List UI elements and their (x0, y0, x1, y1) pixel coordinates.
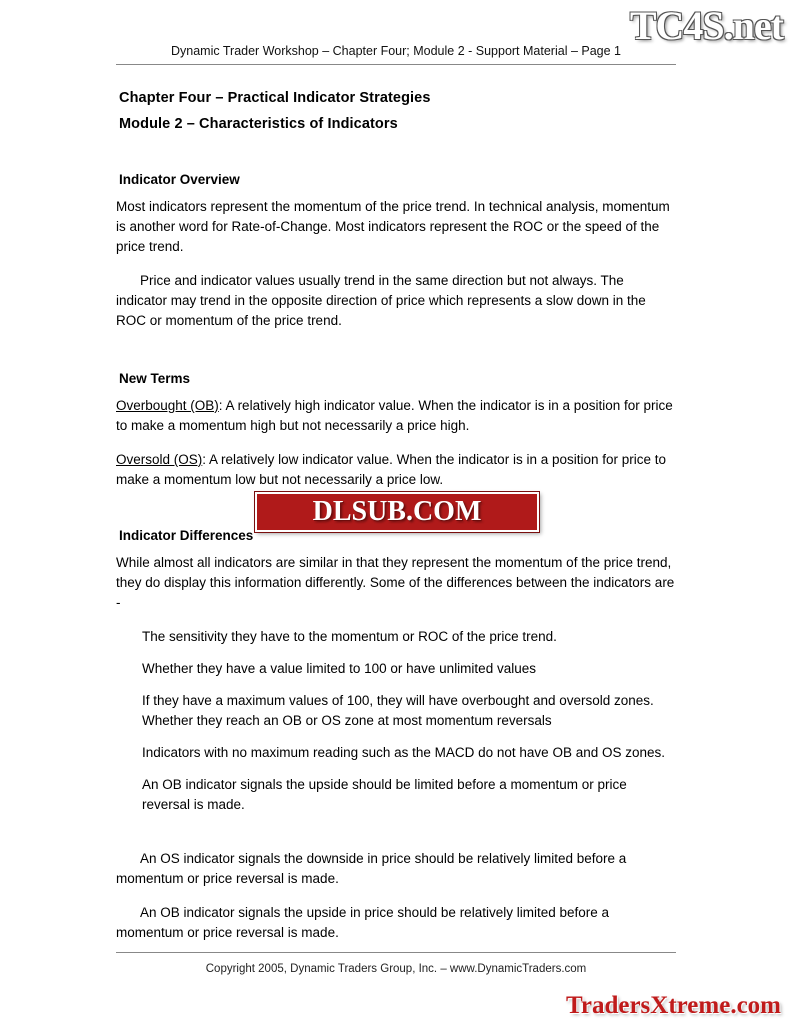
module-title: Module 2 – Characteristics of Indicators (119, 116, 398, 132)
list-item: The sensitivity they have to the momentum or ROC of the price trend. (142, 629, 557, 644)
paragraph-ob-signal: An OB indicator signals the upside in price should be relatively limited before a momentum or price reversal is made. (116, 905, 610, 940)
list-item: Indicators with no maximum reading such as the MACD do not have OB and OS zones. (142, 745, 666, 760)
paragraph-differences-intro: While almost all indicators are similar in that they represent the momentum of the price trend, they do display this information differently. Some of the differences between the indicators are - (116, 555, 675, 610)
paragraph-overview-2: Price and indicator values usually trend in the same direction but not always. The indicator may trend in the opposite direction of price which represents a slow down in the ROC or momentum of the price trend. (116, 273, 646, 328)
watermark-tradersxtreme: TradersXtreme.com (566, 992, 781, 1019)
differences-list (116, 627, 676, 815)
heading-indicator-differences: Indicator Differences (119, 528, 254, 543)
watermark-dlsub-text: DLSUB.COM (312, 496, 482, 527)
paragraph-os-signal: An OS indicator signals the downside in price should be relatively limited before a momentum or price reversal is made. (116, 851, 627, 886)
term-oversold-text: : A relatively low indicator value. When the indicator is in a position for price to make a momentum low but not necessarily a price low. (116, 452, 667, 487)
footer-copyright: Copyright 2005, Dynamic Traders Group, Inc. – www.DynamicTraders.com (205, 963, 587, 975)
heading-new-terms: New Terms (119, 371, 191, 386)
paragraph-overview-1: Most indicators represent the momentum of the price trend. In technical analysis, momentum is another word for Rate-of-Change. Most indicators represent the ROC or the speed of the price trend. (116, 199, 670, 254)
term-oversold-label: Oversold (OS) (116, 452, 203, 467)
chapter-title: Chapter Four – Practical Indicator Strategies (119, 90, 431, 106)
list-item: If they have a maximum values of 100, they will have overbought and oversold zones. Whether they reach an OB or OS zone at most momentum reversals (142, 693, 654, 728)
watermark-dlsub-badge (255, 492, 539, 532)
running-header: Dynamic Trader Workshop – Chapter Four; Module 2 - Support Material – Page 1 (171, 44, 621, 58)
footer-divider (116, 952, 676, 953)
term-oversold (116, 450, 676, 490)
list-item: An OB indicator signals the upside should be limited before a momentum or price reversal is made. (142, 777, 627, 812)
spacer (116, 827, 676, 849)
term-overbought (116, 396, 676, 436)
term-overbought-label: Overbought (OB) (116, 398, 219, 413)
watermark-tc4s: TC4S.net (629, 3, 783, 48)
list-item: Whether they have a value limited to 100 or have unlimited values (142, 661, 536, 676)
header-divider (116, 64, 676, 65)
term-overbought-text: : A relatively high indicator value. When the indicator is in a position for price to make a momentum high but not necessarily a price high. (116, 398, 673, 433)
heading-indicator-overview: Indicator Overview (119, 172, 240, 187)
